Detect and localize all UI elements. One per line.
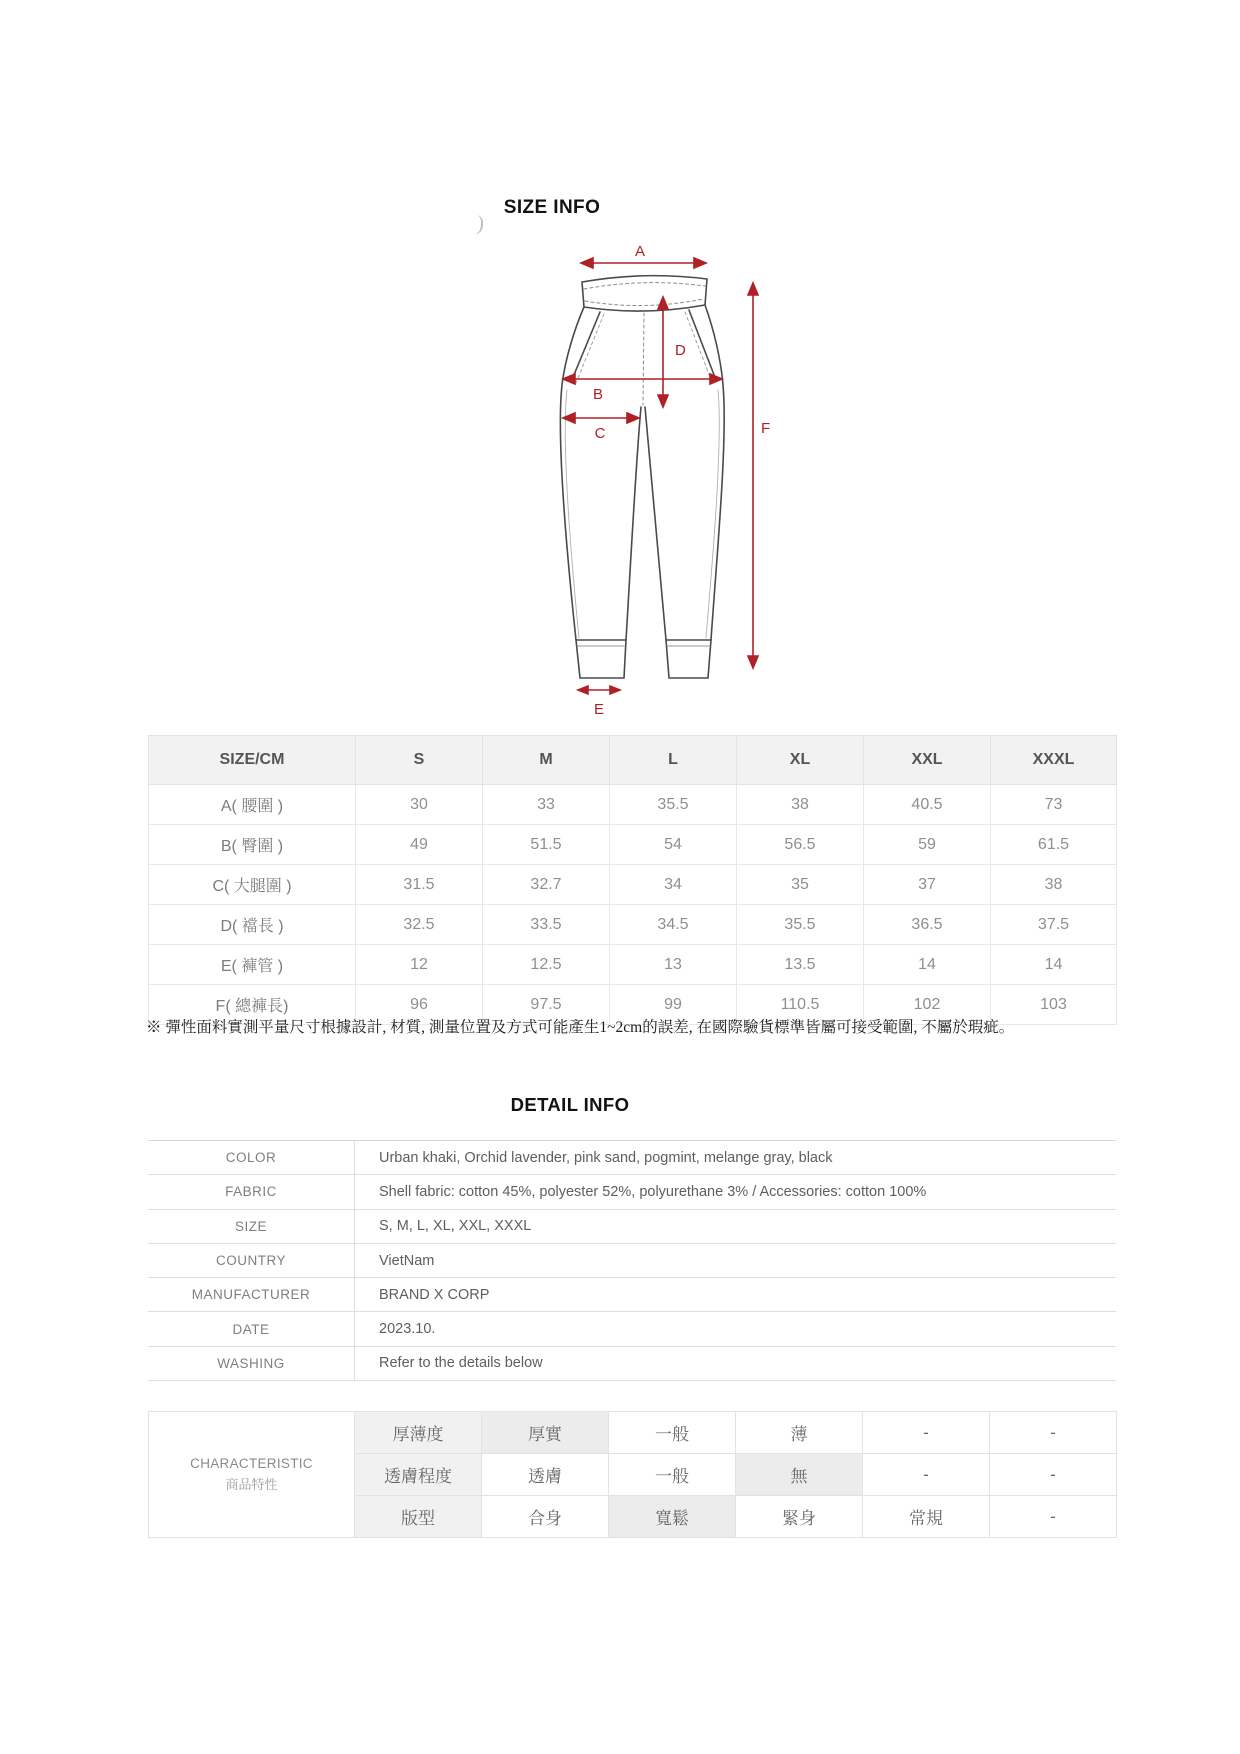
size-cell: 35.5 — [737, 905, 864, 945]
detail-row — [148, 1278, 1116, 1312]
characteristic-option: 厚實 — [482, 1412, 609, 1454]
characteristic-option: - — [863, 1454, 990, 1496]
detail-value: 2023.10. — [379, 1321, 436, 1338]
characteristic-option: 合身 — [482, 1496, 609, 1538]
size-cell: 36.5 — [864, 905, 991, 945]
size-table-row — [149, 785, 1117, 825]
size-table-header-row — [149, 736, 1117, 785]
characteristic-option: 薄 — [736, 1412, 863, 1454]
detail-label: SIZE — [148, 1210, 355, 1243]
size-col-header: XXL — [864, 736, 991, 785]
characteristic-option: - — [990, 1496, 1117, 1538]
size-cell: 110.5 — [737, 985, 864, 1025]
detail-info-title: DETAIL INFO — [510, 1094, 630, 1115]
size-cell: 97.5 — [483, 985, 610, 1025]
detail-value: Refer to the details below — [379, 1355, 543, 1372]
size-row-label: C( 大腿圍 ) — [149, 865, 356, 905]
size-cell: 61.5 — [991, 825, 1117, 865]
characteristic-attr: 透膚程度 — [355, 1454, 482, 1496]
size-cell: 33.5 — [483, 905, 610, 945]
pants-outline — [560, 276, 724, 678]
size-col-header: SIZE/CM — [149, 736, 356, 785]
size-cell: 13 — [610, 945, 737, 985]
size-row-label: E( 褲管 ) — [149, 945, 356, 985]
size-cell: 38 — [737, 785, 864, 825]
characteristic-option: 常規 — [863, 1496, 990, 1538]
detail-label: MANUFACTURER — [148, 1278, 355, 1311]
stray-mark: ) — [475, 210, 486, 236]
size-cell: 96 — [356, 985, 483, 1025]
size-cell: 59 — [864, 825, 991, 865]
size-table-row — [149, 945, 1117, 985]
characteristic-option: 寬鬆 — [609, 1496, 736, 1538]
characteristic-option: 透膚 — [482, 1454, 609, 1496]
detail-label: COLOR — [148, 1141, 355, 1174]
detail-value: Urban khaki, Orchid lavender, pink sand, pogmint, melange gray, black — [379, 1149, 833, 1166]
detail-row — [148, 1210, 1116, 1244]
size-row-label: F( 總褲長) — [149, 985, 356, 1025]
size-table — [148, 735, 1117, 1025]
detail-row — [148, 1175, 1116, 1209]
size-cell: 103 — [991, 985, 1117, 1025]
size-cell: 40.5 — [864, 785, 991, 825]
size-cell: 99 — [610, 985, 737, 1025]
size-cell: 49 — [356, 825, 483, 865]
label-A: A — [634, 243, 646, 260]
detail-label: FABRIC — [148, 1175, 355, 1208]
size-row-label: D( 襠長 ) — [149, 905, 356, 945]
size-table-row — [149, 825, 1117, 865]
detail-value: Shell fabric: cotton 45%, polyester 52%, polyurethane 3% / Accessories: cotton 100% — [379, 1183, 927, 1200]
size-table-row — [149, 905, 1117, 945]
characteristic-option: 一般 — [609, 1454, 736, 1496]
characteristic-attr: 厚薄度 — [355, 1412, 482, 1454]
characteristic-header-cell — [149, 1412, 355, 1538]
size-row-label: A( 腰圍 ) — [149, 785, 356, 825]
characteristic-option: - — [990, 1454, 1117, 1496]
size-col-header: XXXL — [991, 736, 1117, 785]
detail-label: DATE — [148, 1312, 355, 1345]
size-cell: 73 — [991, 785, 1117, 825]
size-cell: 34.5 — [610, 905, 737, 945]
detail-table — [148, 1140, 1116, 1381]
size-cell: 37.5 — [991, 905, 1117, 945]
label-D: D — [675, 342, 686, 359]
size-col-header: XL — [737, 736, 864, 785]
measurement-labels — [593, 243, 770, 718]
size-cell: 37 — [864, 865, 991, 905]
characteristic-row — [149, 1412, 1117, 1454]
detail-label: COUNTRY — [148, 1244, 355, 1277]
detail-value: BRAND X CORP — [379, 1286, 490, 1303]
size-col-header: L — [610, 736, 737, 785]
size-cell: 34 — [610, 865, 737, 905]
detail-row — [148, 1347, 1116, 1381]
size-cell: 35.5 — [610, 785, 737, 825]
size-col-header: S — [356, 736, 483, 785]
size-cell: 54 — [610, 825, 737, 865]
characteristic-title: CHARACTERISTIC — [190, 1456, 313, 1471]
size-cell: 12 — [356, 945, 483, 985]
label-E: E — [593, 701, 605, 718]
size-cell: 33 — [483, 785, 610, 825]
size-cell: 14 — [991, 945, 1117, 985]
size-row-label: B( 臀圍 ) — [149, 825, 356, 865]
size-note: ※ 彈性面料實測平量尺寸根據設計, 材質, 測量位置及方式可能產生1~2cm的誤差, 在國際驗貨標準皆屬可接受範圍, 不屬於瑕疵。 — [146, 1019, 1015, 1036]
size-col-header: M — [483, 736, 610, 785]
label-C: C — [594, 425, 606, 442]
pants-measurement-diagram — [460, 225, 800, 735]
detail-label: WASHING — [148, 1347, 355, 1380]
characteristic-attr: 版型 — [355, 1496, 482, 1538]
detail-row — [148, 1141, 1116, 1175]
size-cell: 13.5 — [737, 945, 864, 985]
size-info-title: SIZE INFO — [503, 197, 601, 218]
detail-value: VietNam — [379, 1252, 435, 1269]
label-F: F — [761, 420, 771, 437]
characteristic-option: 無 — [736, 1454, 863, 1496]
size-cell: 32.7 — [483, 865, 610, 905]
measurement-arrows — [563, 258, 758, 694]
label-B: B — [592, 386, 604, 403]
size-cell: 102 — [864, 985, 991, 1025]
detail-row — [148, 1312, 1116, 1346]
size-cell: 30 — [356, 785, 483, 825]
size-cell: 56.5 — [737, 825, 864, 865]
size-cell: 32.5 — [356, 905, 483, 945]
size-cell: 12.5 — [483, 945, 610, 985]
characteristic-table — [148, 1411, 1117, 1538]
characteristic-option: 緊身 — [736, 1496, 863, 1538]
size-cell: 31.5 — [356, 865, 483, 905]
characteristic-option: 一般 — [609, 1412, 736, 1454]
size-cell: 14 — [864, 945, 991, 985]
size-table-row — [149, 865, 1117, 905]
characteristic-option: - — [863, 1412, 990, 1454]
characteristic-subtitle: 商品特性 — [225, 1477, 278, 1492]
detail-row — [148, 1244, 1116, 1278]
characteristic-option: - — [990, 1412, 1117, 1454]
size-cell: 51.5 — [483, 825, 610, 865]
detail-value: S, M, L, XL, XXL, XXXL — [379, 1218, 532, 1235]
size-cell: 35 — [737, 865, 864, 905]
size-cell: 38 — [991, 865, 1117, 905]
